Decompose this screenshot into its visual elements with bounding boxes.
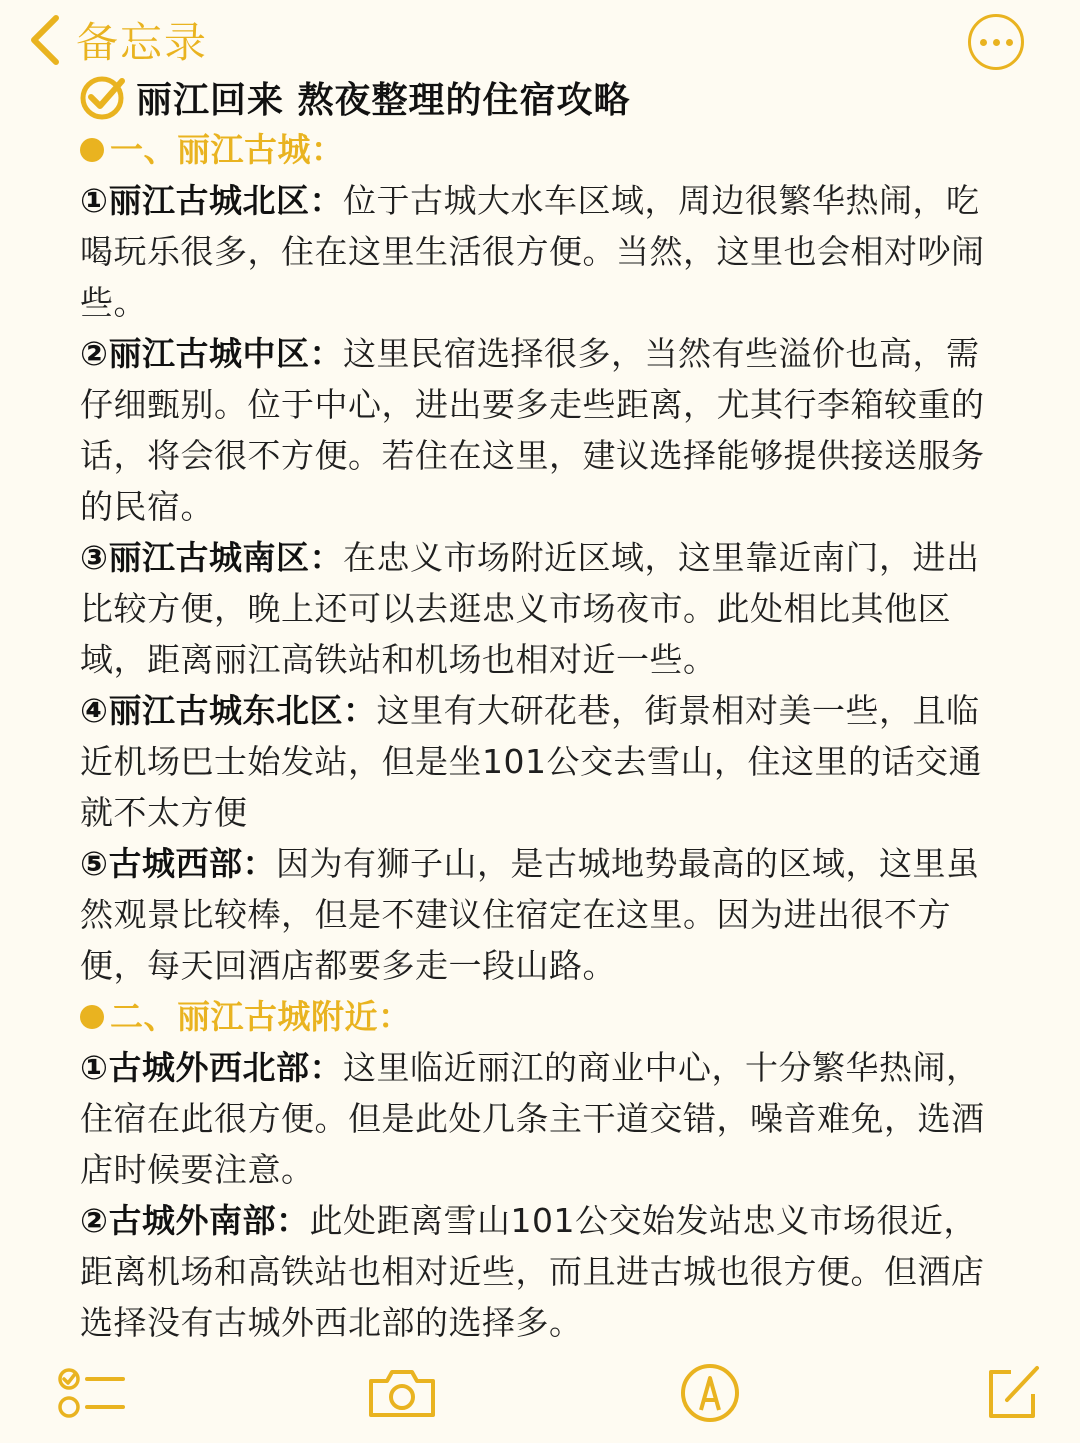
camera-button[interactable] [362, 1358, 442, 1428]
item-lead: ①丽江古城北区： [80, 181, 343, 220]
ellipsis-icon [980, 39, 1013, 46]
item-text: 在忠义市场附近区域，这里靠近南门，进出比较方便，晚上还可以去逛忠义市场夜市。此处相比其他区域，距离丽江高铁站和机场也相对近一些。 [80, 538, 980, 679]
list-item [80, 1042, 1000, 1195]
item-text: 因为有狮子山，是古城地势最高的区域，这里虽然观景比较棒，但是不建议住宿定在这里。因为进出很不方便，每天回酒店都要多走一段山路。 [80, 844, 980, 985]
bullet-dot-icon [80, 1005, 104, 1029]
item-text: 此处距离雪山101公交始发站忠义市场很近，距离机场和高铁站也相对近些，而且进古城也很方便。但酒店选择没有古城外西北部的选择多。 [80, 1201, 985, 1342]
note-title-row [78, 72, 631, 122]
checklist-icon [57, 1363, 127, 1423]
note-body[interactable] [80, 124, 1000, 1348]
section-heading-text: 一、丽江古城： [110, 130, 345, 169]
item-text: 位于古城大水车区域，周边很繁华热闹，吃喝玩乐很多，住在这里生活很方便。当然，这里也会相对吵闹些。 [80, 181, 985, 322]
back-label: 备忘录 [76, 18, 209, 67]
list-item [80, 532, 1000, 685]
compose-icon [981, 1362, 1043, 1424]
list-item [80, 328, 1000, 532]
item-lead: ②丽江古城中区： [80, 334, 343, 373]
markup-pen-icon [679, 1362, 741, 1424]
bottom-toolbar [0, 1350, 1080, 1440]
camera-icon [365, 1365, 439, 1421]
item-lead: ②古城外南部： [80, 1201, 310, 1240]
list-item [80, 1195, 1000, 1348]
item-lead: ④丽江古城东北区： [80, 691, 377, 730]
section-heading [80, 991, 1000, 1042]
checklist-button[interactable] [52, 1358, 132, 1428]
item-text: 这里有大研花巷，街景相对美一些，且临近机场巴士始发站，但是坐101公交去雪山，住这里的话交通就不太方便 [80, 691, 982, 832]
back-button[interactable] [28, 10, 208, 70]
item-lead: ③丽江古城南区： [80, 538, 343, 577]
item-lead: ①古城外西北部： [80, 1048, 343, 1087]
compose-button[interactable] [972, 1358, 1052, 1428]
section-heading [80, 124, 1000, 175]
list-item [80, 175, 1000, 328]
bullet-dot-icon [80, 138, 104, 162]
more-options-button[interactable] [968, 14, 1024, 70]
list-item [80, 685, 1000, 838]
item-lead: ⑤古城西部： [80, 844, 276, 883]
markup-button[interactable] [670, 1358, 750, 1428]
top-nav-bar [0, 0, 1080, 80]
item-text: 这里临近丽江的商业中心，十分繁华热闹，住宿在此很方便。但是此处几条主干道交错，噪音难免，选酒店时候要注意。 [80, 1048, 985, 1189]
list-item [80, 838, 1000, 991]
section-heading-text: 二、丽江古城附近： [110, 997, 412, 1036]
check-circle-icon [78, 73, 126, 121]
note-title: 丽江回来 熬夜整理的住宿攻略 [136, 79, 631, 121]
item-text: 这里民宿选择很多，当然有些溢价也高，需仔细甄别。位于中心，进出要多走些距离，尤其行李箱较重的话，将会很不方便。若住在这里，建议选择能够提供接送服务的民宿。 [80, 334, 985, 526]
chevron-left-icon [28, 14, 62, 66]
